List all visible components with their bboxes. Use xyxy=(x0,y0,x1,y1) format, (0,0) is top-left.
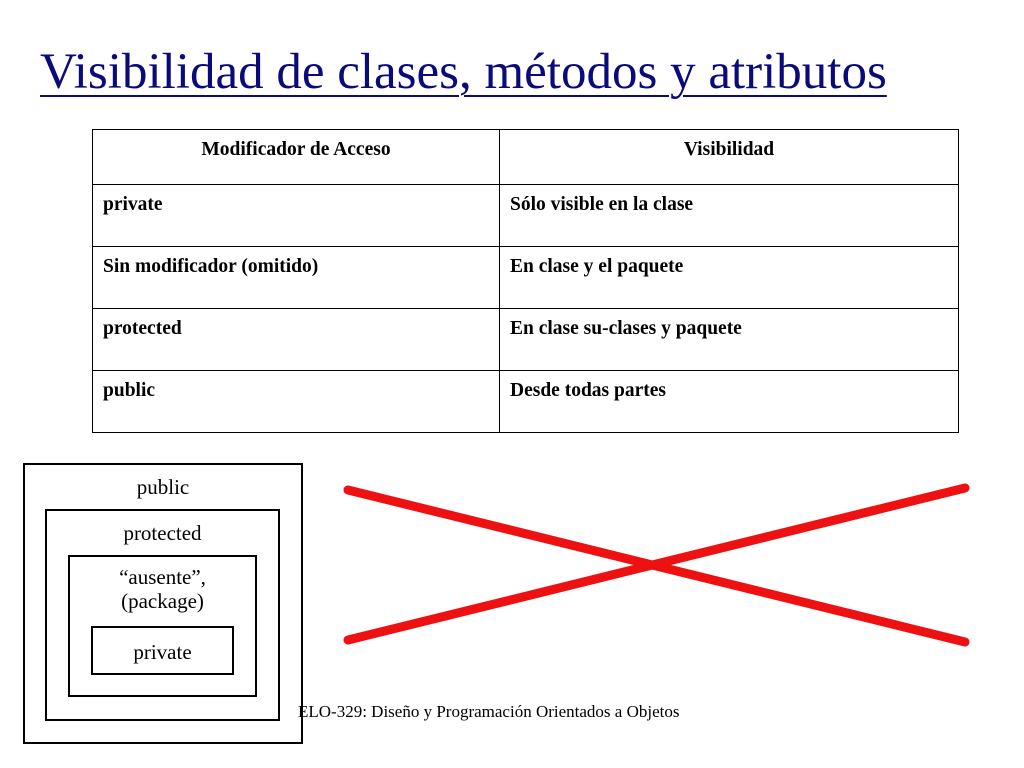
private-scope-label: private xyxy=(133,640,192,664)
public-scope-label: public xyxy=(136,475,190,499)
table-header-row xyxy=(93,130,959,185)
table-row xyxy=(93,185,959,247)
slide-title: Visibilidad de clases, métodos y atributos xyxy=(40,44,887,100)
header-access-modifier: Modificador de Acceso xyxy=(93,130,500,185)
footer-course-label: ELO-329: Diseño y Programación Orientados a Objetos xyxy=(298,702,680,721)
visibility-cell: En clase su-clases y paquete xyxy=(500,309,959,371)
protected-scope-label: protected xyxy=(123,521,202,545)
visibility-cell: En clase y el paquete xyxy=(500,247,959,309)
modifier-cell: public xyxy=(93,371,500,433)
modifier-cell: Sin modificador (omitido) xyxy=(93,247,500,309)
cross-out-mark xyxy=(330,470,980,660)
modifier-cell: private xyxy=(93,185,500,247)
access-modifier-table xyxy=(92,129,959,433)
visibility-cell: Sólo visible en la clase xyxy=(500,185,959,247)
table-row xyxy=(93,309,959,371)
package-scope-label-line2: (package) xyxy=(121,589,204,613)
private-scope-box xyxy=(91,626,234,675)
package-scope-label-line1: “ausente”, xyxy=(119,565,206,589)
table-row xyxy=(93,371,959,433)
table-row xyxy=(93,247,959,309)
modifier-cell: protected xyxy=(93,309,500,371)
visibility-cell: Desde todas partes xyxy=(500,371,959,433)
header-visibility: Visibilidad xyxy=(500,130,959,185)
